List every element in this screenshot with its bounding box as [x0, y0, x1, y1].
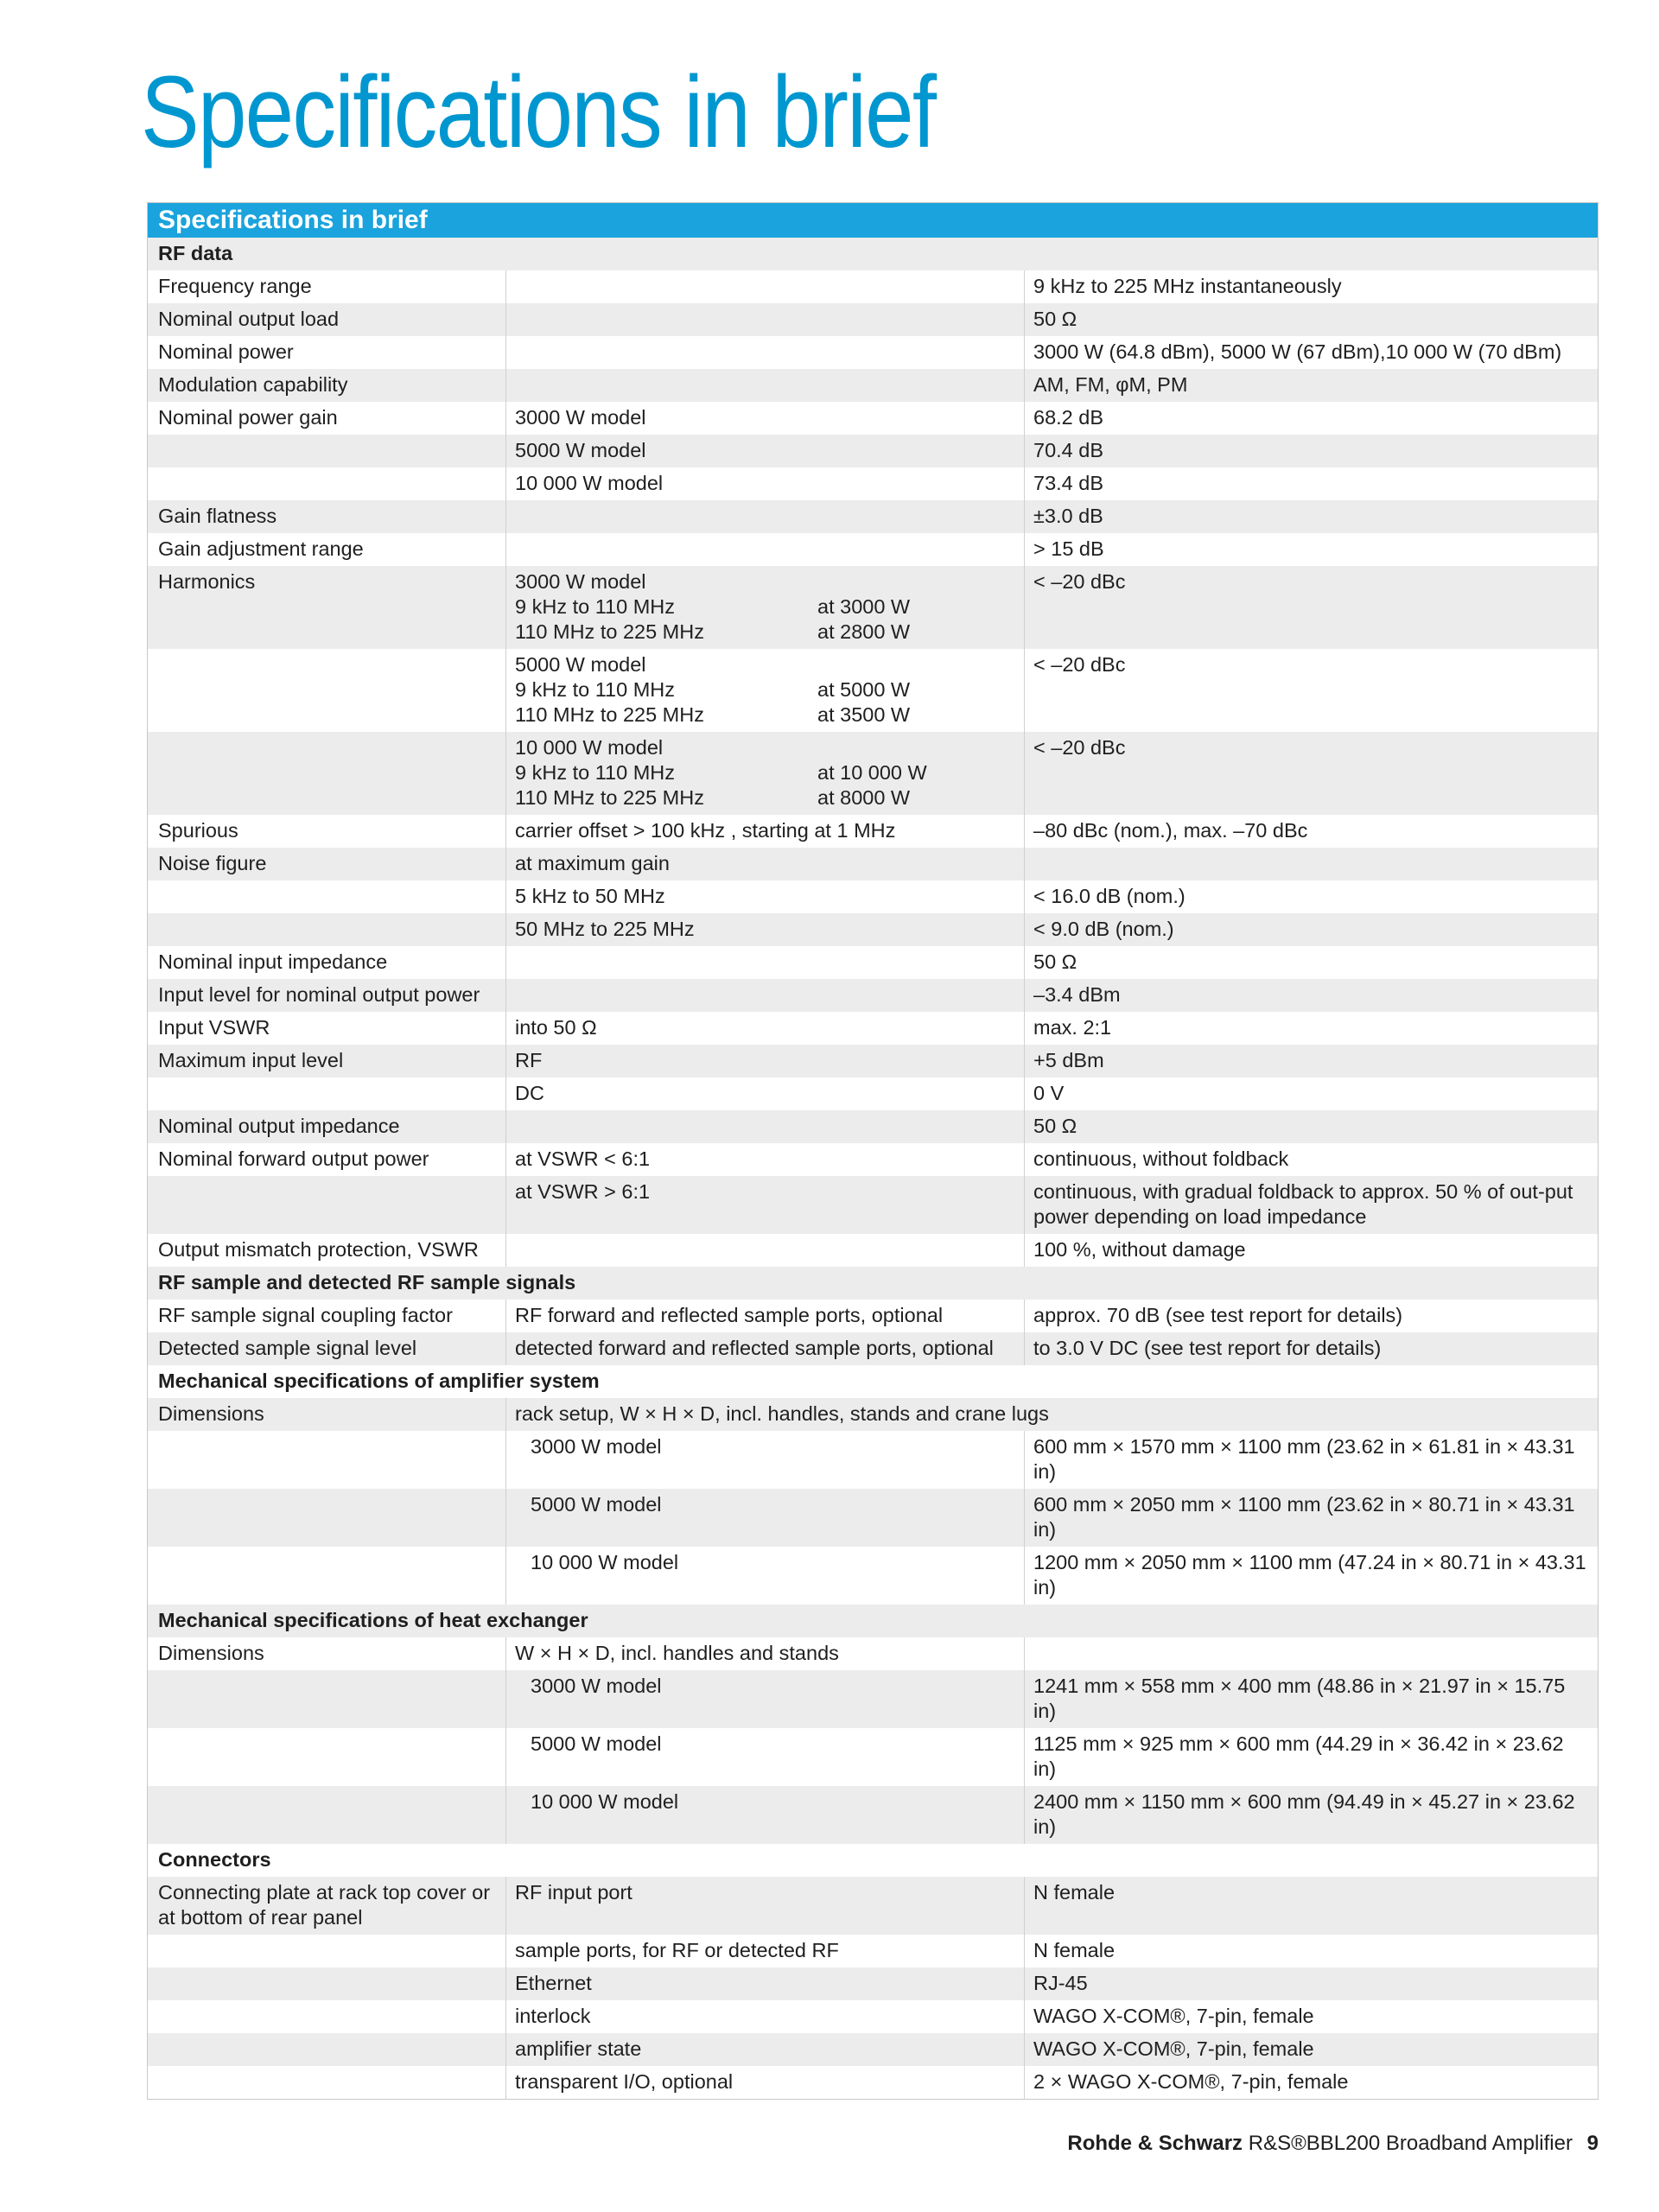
value-cell: WAGO X-COM®, 7-pin, female	[1033, 2005, 1314, 2027]
subline-power: at 10 000 W	[817, 761, 927, 784]
condition-text: 5000 W model	[531, 1732, 662, 1755]
table-row	[148, 1300, 1598, 1332]
condition-cell	[506, 1234, 1025, 1267]
table-row	[148, 1045, 1598, 1077]
value-cell	[1025, 848, 1598, 880]
condition-cell	[506, 1012, 1025, 1045]
condition-cell	[506, 1110, 1025, 1143]
condition-text: 5000 W model	[515, 653, 646, 676]
table-row	[148, 1234, 1598, 1267]
condition-cell	[506, 2000, 1025, 2033]
condition-text: interlock	[515, 2005, 591, 2027]
table-row	[148, 1431, 1598, 1489]
parameter-cell: Nominal output load	[148, 303, 506, 336]
parameter-cell	[148, 1489, 506, 1547]
parameter-cell	[148, 1547, 506, 1605]
condition-cell	[506, 1489, 1025, 1547]
condition-text: 3000 W model	[531, 1675, 662, 1697]
parameter-cell: Nominal input impedance	[148, 946, 506, 979]
parameter-cell: Connecting plate at rack top cover or at bottom of rear panel	[148, 1877, 506, 1935]
condition-text: 50 MHz to 225 MHz	[515, 918, 695, 940]
condition-text: 10 000 W model	[531, 1551, 679, 1573]
section-heading: Mechanical specifications of amplifier system	[158, 1370, 600, 1392]
condition-text: RF input port	[515, 1881, 632, 1904]
table-row	[148, 1332, 1598, 1365]
table-row	[148, 1547, 1598, 1605]
section-heading: RF data	[148, 238, 1598, 270]
condition-cell	[506, 913, 1025, 946]
value-cell: 3000 W (64.8 dBm), 5000 W (67 dBm),10 000 W (70 dBm)	[1033, 340, 1562, 363]
condition-text: rack setup, W × H × D, incl. handles, stands and crane lugs	[515, 1402, 1049, 1425]
condition-text: W × H × D, incl. handles and stands	[515, 1642, 839, 1664]
parameter-cell	[148, 913, 506, 946]
table-row	[148, 1935, 1598, 1967]
value-cell: < –20 dBc	[1033, 736, 1126, 759]
value-cell: 2400 mm × 1150 mm × 600 mm (94.49 in × 45.27 in × 23.62 in)	[1033, 1790, 1575, 1838]
condition-cell	[506, 979, 1025, 1012]
condition-text: into 50 Ω	[515, 1016, 597, 1039]
table-row	[148, 369, 1598, 402]
parameter-cell: Spurious	[148, 815, 506, 848]
table-row	[148, 2066, 1598, 2099]
table-row	[148, 402, 1598, 435]
condition-text: 5000 W model	[531, 1493, 662, 1516]
value-cell: > 15 dB	[1033, 537, 1104, 560]
condition-cell	[506, 1398, 1598, 1431]
table-row	[148, 1398, 1598, 1431]
value-cell: RJ-45	[1033, 1972, 1088, 1994]
table-row	[148, 880, 1598, 913]
value-cell: –3.4 dBm	[1033, 983, 1121, 1006]
specifications-table	[147, 202, 1599, 2100]
table-row	[148, 435, 1598, 467]
table-row	[148, 1877, 1598, 1935]
parameter-cell: Noise figure	[148, 848, 506, 880]
condition-cell	[506, 435, 1025, 467]
value-cell: N female	[1033, 1939, 1116, 1961]
condition-text: sample ports, for RF or detected RF	[515, 1939, 839, 1961]
table-row	[148, 1967, 1598, 2000]
condition-text: 10 000 W model	[515, 472, 664, 494]
value-cell: 50 Ω	[1033, 950, 1077, 973]
condition-text: DC	[515, 1082, 544, 1104]
value-cell: WAGO X-COM®, 7-pin, female	[1033, 2037, 1314, 2060]
parameter-cell: Dimensions	[148, 1398, 506, 1431]
table-row	[148, 649, 1598, 732]
condition-cell	[506, 1332, 1025, 1365]
parameter-cell	[148, 649, 506, 732]
value-cell: 2 × WAGO X-COM®, 7-pin, female	[1033, 2070, 1349, 2093]
condition-cell	[506, 848, 1025, 880]
value-cell: N female	[1033, 1881, 1116, 1904]
condition-cell	[506, 1300, 1025, 1332]
parameter-cell	[148, 2066, 506, 2099]
parameter-cell: Modulation capability	[148, 369, 506, 402]
table-row	[148, 815, 1598, 848]
parameter-cell	[148, 1176, 506, 1234]
table-row	[148, 1637, 1598, 1670]
condition-text: 3000 W model	[515, 570, 646, 593]
condition-text: 5 kHz to 50 MHz	[515, 885, 665, 907]
value-cell: 1241 mm × 558 mm × 400 mm (48.86 in × 21.97 in × 15.75 in)	[1033, 1675, 1566, 1722]
condition-cell	[506, 467, 1025, 500]
condition-text: RF	[515, 1049, 543, 1071]
parameter-cell: RF sample signal coupling factor	[148, 1300, 506, 1332]
section-heading: Connectors	[158, 1848, 271, 1871]
value-cell: 1125 mm × 925 mm × 600 mm (44.29 in × 36.42 in × 23.62 in)	[1033, 1732, 1564, 1780]
parameter-cell: Nominal power	[148, 336, 506, 369]
parameter-cell: Harmonics	[148, 566, 506, 649]
table-row	[148, 1077, 1598, 1110]
parameter-cell: Maximum input level	[148, 1045, 506, 1077]
table-row	[148, 2000, 1598, 2033]
parameter-cell: Output mismatch protection, VSWR	[148, 1234, 506, 1267]
condition-cell	[506, 566, 1025, 649]
table-body	[148, 238, 1598, 2099]
parameter-cell: Frequency range	[148, 270, 506, 303]
value-cell: ±3.0 dB	[1033, 505, 1103, 527]
parameter-cell: Nominal power gain	[148, 402, 506, 435]
table-row	[148, 913, 1598, 946]
subline-range: 9 kHz to 110 MHz	[515, 595, 676, 618]
parameter-cell	[148, 880, 506, 913]
parameter-cell	[148, 2033, 506, 2066]
value-cell: 9 kHz to 225 MHz instantaneously	[1033, 275, 1342, 297]
condition-cell	[506, 1637, 1025, 1670]
parameter-cell	[148, 467, 506, 500]
condition-cell	[506, 1935, 1025, 1967]
condition-cell	[506, 1547, 1025, 1605]
value-cell: 600 mm × 1570 mm × 1100 mm (23.62 in × 61.81 in × 43.31 in)	[1033, 1435, 1575, 1483]
parameter-cell	[148, 732, 506, 815]
parameter-cell: Gain flatness	[148, 500, 506, 533]
condition-text: at VSWR > 6:1	[515, 1180, 651, 1203]
table-title: Specifications in brief	[148, 203, 1598, 238]
page-number: 9	[1586, 2132, 1599, 2155]
value-cell: 73.4 dB	[1033, 472, 1104, 494]
value-cell: 1200 mm × 2050 mm × 1100 mm (47.24 in × 80.71 in × 43.31 in)	[1033, 1551, 1586, 1599]
condition-cell	[506, 1967, 1025, 2000]
subline-range: 110 MHz to 225 MHz	[515, 703, 704, 726]
condition-text: transparent I/O, optional	[515, 2070, 734, 2093]
condition-cell	[506, 946, 1025, 979]
value-cell: < 9.0 dB (nom.)	[1033, 918, 1174, 940]
condition-cell	[506, 1045, 1025, 1077]
condition-cell	[506, 303, 1025, 336]
value-cell: continuous, with gradual foldback to approx. 50 % of out-put power depending on load impedance	[1033, 1180, 1573, 1228]
condition-text: 10 000 W model	[515, 736, 664, 759]
condition-text: RF forward and reflected sample ports, optional	[515, 1304, 944, 1326]
parameter-cell	[148, 1728, 506, 1786]
table-row	[148, 1489, 1598, 1547]
table-row	[148, 946, 1598, 979]
table-row	[148, 1143, 1598, 1176]
subline-range: 9 kHz to 110 MHz	[515, 761, 676, 784]
condition-text: at maximum gain	[515, 852, 670, 874]
subline-power: at 3500 W	[817, 703, 911, 726]
table-row	[148, 979, 1598, 1012]
parameter-cell	[148, 1670, 506, 1728]
condition-cell	[506, 533, 1025, 566]
condition-cell	[506, 2066, 1025, 2099]
condition-text: at VSWR < 6:1	[515, 1147, 651, 1170]
condition-subline	[515, 702, 1024, 728]
parameter-cell	[148, 1967, 506, 2000]
value-cell	[1025, 1637, 1598, 1670]
table-row	[148, 2033, 1598, 2066]
condition-cell	[506, 1143, 1025, 1176]
condition-subline	[515, 760, 1024, 785]
value-cell: –80 dBc (nom.), max. –70 dBc	[1033, 819, 1308, 842]
subline-power: at 8000 W	[817, 786, 911, 809]
condition-text: 3000 W model	[515, 406, 646, 429]
value-cell: < –20 dBc	[1033, 653, 1126, 676]
page-title: Specifications in brief	[141, 55, 936, 169]
value-cell: < –20 dBc	[1033, 570, 1126, 593]
parameter-cell: Dimensions	[148, 1637, 506, 1670]
parameter-cell	[148, 1935, 506, 1967]
value-cell: 100 %, without damage	[1033, 1238, 1246, 1261]
value-cell: 600 mm × 2050 mm × 1100 mm (23.62 in × 80.71 in × 43.31 in)	[1033, 1493, 1575, 1541]
subline-range: 110 MHz to 225 MHz	[515, 620, 704, 643]
parameter-cell: Nominal output impedance	[148, 1110, 506, 1143]
subline-range: 110 MHz to 225 MHz	[515, 786, 704, 809]
value-cell: to 3.0 V DC (see test report for details)	[1033, 1337, 1382, 1359]
condition-cell	[506, 336, 1025, 369]
table-row	[148, 1786, 1598, 1844]
table-row	[148, 1110, 1598, 1143]
value-cell: 68.2 dB	[1033, 406, 1104, 429]
value-cell: continuous, without foldback	[1033, 1147, 1289, 1170]
condition-cell	[506, 880, 1025, 913]
condition-cell	[506, 1786, 1025, 1844]
condition-cell	[506, 270, 1025, 303]
condition-cell	[506, 369, 1025, 402]
value-cell: 50 Ω	[1033, 1115, 1077, 1137]
parameter-cell: Nominal forward output power	[148, 1143, 506, 1176]
table-row	[148, 533, 1598, 566]
condition-subline	[515, 677, 1024, 702]
table-row	[148, 1728, 1598, 1786]
table-row	[148, 566, 1598, 649]
subline-power: at 3000 W	[817, 595, 911, 618]
table-row	[148, 303, 1598, 336]
table-row	[148, 1176, 1598, 1234]
value-cell: approx. 70 dB (see test report for details)	[1033, 1304, 1403, 1326]
condition-cell	[506, 1431, 1025, 1489]
condition-text: detected forward and reflected sample ports, optional	[515, 1337, 994, 1359]
condition-subline	[515, 785, 1024, 810]
section-heading: RF sample and detected RF sample signals	[148, 1267, 1598, 1300]
condition-text: carrier offset > 100 kHz , starting at 1 MHz	[515, 819, 896, 842]
table-row	[148, 270, 1598, 303]
table-row	[148, 732, 1598, 815]
parameter-cell	[148, 1077, 506, 1110]
table-row	[148, 467, 1598, 500]
condition-text: Ethernet	[515, 1972, 592, 1994]
subline-power: at 5000 W	[817, 678, 911, 701]
condition-cell	[506, 500, 1025, 533]
condition-cell	[506, 1176, 1025, 1234]
condition-cell	[506, 2033, 1025, 2066]
condition-subline	[515, 620, 1024, 645]
value-cell: 50 Ω	[1033, 308, 1077, 330]
subline-range: 9 kHz to 110 MHz	[515, 678, 676, 701]
condition-text: amplifier state	[515, 2037, 642, 2060]
parameter-cell: Input VSWR	[148, 1012, 506, 1045]
condition-cell	[506, 732, 1025, 815]
condition-cell	[506, 1077, 1025, 1110]
table-row	[148, 500, 1598, 533]
parameter-cell: Input level for nominal output power	[148, 979, 506, 1012]
condition-subline	[515, 594, 1024, 620]
condition-cell	[506, 649, 1025, 732]
section-heading: Mechanical specifications of heat exchanger	[148, 1605, 1598, 1637]
parameter-cell	[148, 1786, 506, 1844]
table-row	[148, 848, 1598, 880]
parameter-cell	[148, 435, 506, 467]
condition-text: 3000 W model	[531, 1435, 662, 1458]
footer-product: R&S®BBL200 Broadband Amplifier	[1248, 2132, 1573, 2155]
parameter-cell	[148, 1431, 506, 1489]
value-cell: +5 dBm	[1033, 1049, 1104, 1071]
condition-text: 10 000 W model	[531, 1790, 679, 1813]
parameter-cell: Detected sample signal level	[148, 1332, 506, 1365]
condition-cell	[506, 1670, 1025, 1728]
value-cell: < 16.0 dB (nom.)	[1033, 885, 1185, 907]
condition-text: 5000 W model	[515, 439, 646, 461]
condition-cell	[506, 815, 1025, 848]
parameter-cell	[148, 2000, 506, 2033]
condition-cell	[506, 1877, 1025, 1935]
table-row	[148, 1670, 1598, 1728]
table-row	[148, 1012, 1598, 1045]
subline-power: at 2800 W	[817, 620, 911, 643]
value-cell: max. 2:1	[1033, 1016, 1112, 1039]
value-cell: 70.4 dB	[1033, 439, 1104, 461]
parameter-cell: Gain adjustment range	[148, 533, 506, 566]
table-row	[148, 336, 1598, 369]
condition-cell	[506, 1728, 1025, 1786]
page-footer	[1067, 2132, 1599, 2156]
footer-brand: Rohde & Schwarz	[1067, 2132, 1243, 2155]
value-cell: 0 V	[1033, 1082, 1065, 1104]
condition-cell	[506, 402, 1025, 435]
value-cell: AM, FM, φM, PM	[1033, 373, 1188, 396]
